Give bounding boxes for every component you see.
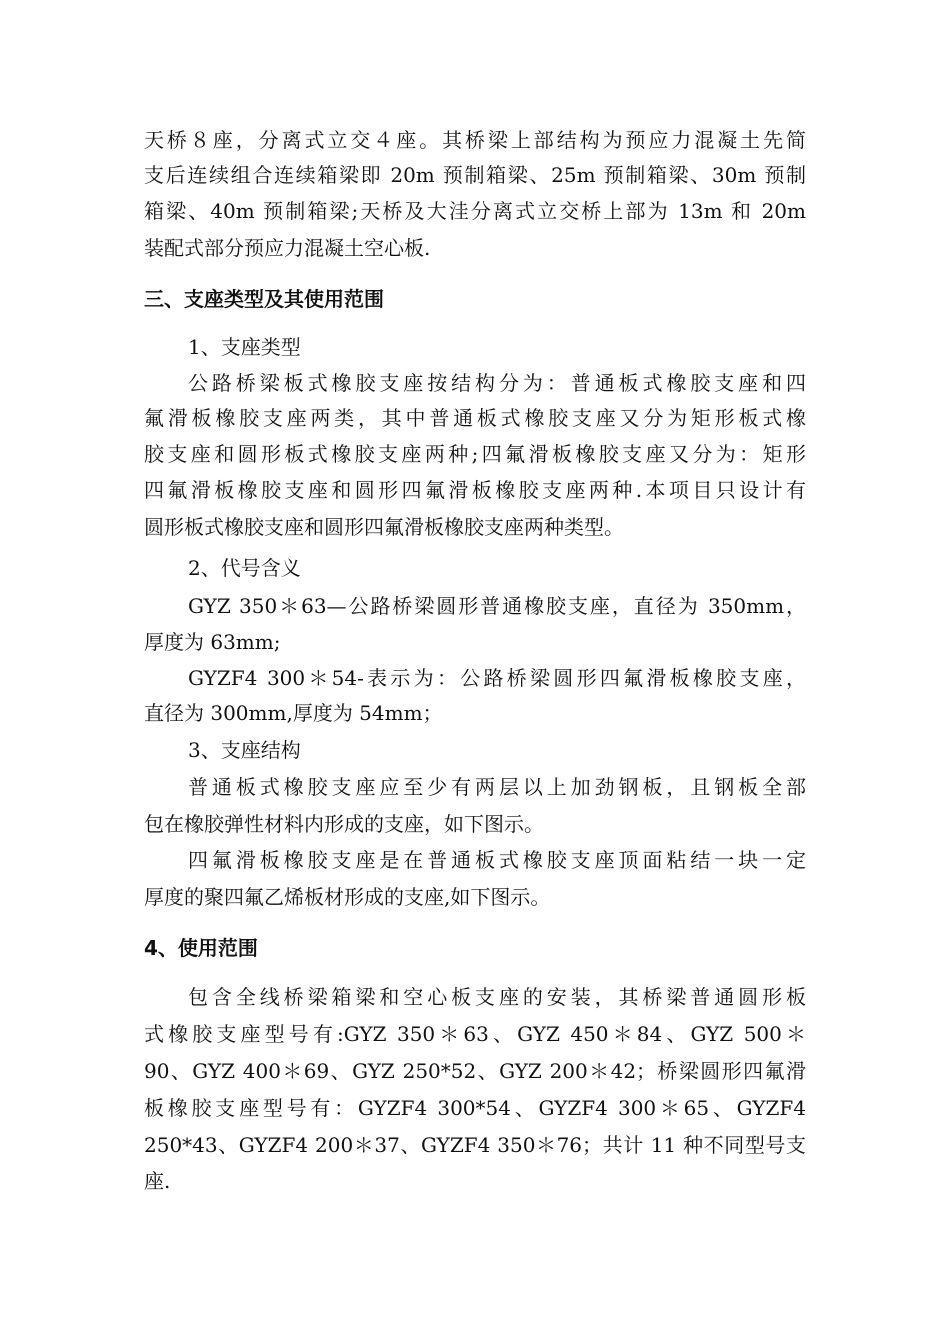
body-line: 式橡胶支座型号有:GYZ 350＊63、GYZ 450＊84、GYZ 500＊ (144, 1022, 806, 1046)
body-line: 圆形板式橡胶支座和圆形四氟滑板橡胶支座两种类型。 (144, 515, 624, 539)
section-heading: 三、支座类型及其使用范围 (144, 287, 384, 311)
body-line: 普通板式橡胶支座应至少有两层以上加劲钢板，且钢板全部 (188, 775, 806, 799)
subsection-heading: 1、支座类型 (188, 335, 301, 359)
subsection-heading: 3、支座结构 (188, 738, 301, 762)
body-line: 四氟滑板橡胶支座和圆形四氟滑板橡胶支座两种.本项目只设计有 (144, 478, 806, 502)
subsection-heading: 2、代号含义 (188, 556, 301, 580)
body-line: 天桥８座，分离式立交４座。其桥梁上部结构为预应力混凝土先简 (144, 128, 806, 152)
body-line: 250*43、GYZF4 200＊37、GYZF4 350＊76；共计 11 种不同型号支 (144, 1133, 806, 1157)
body-line: 装配式部分预应力混凝土空心板. (144, 236, 431, 260)
body-line: GYZF4 300＊54-表示为：公路桥梁圆形四氟滑板橡胶支座， (188, 666, 806, 690)
body-line: 支后连续组合连续箱梁即 20m 预制箱梁、25m 预制箱梁、30m 预制 (144, 163, 806, 187)
body-line: 厚度为 63mm; (144, 630, 281, 654)
body-line: 箱梁、40m 预制箱梁;天桥及大洼分离式立交桥上部为 13m 和 20m (144, 199, 806, 223)
body-line: 厚度的聚四氟乙烯板材形成的支座,如下图示。 (144, 885, 551, 909)
body-line: 四氟滑板橡胶支座是在普通板式橡胶支座顶面粘结一块一定 (188, 848, 806, 872)
body-line: 公路桥梁板式橡胶支座按结构分为：普通板式橡胶支座和四 (188, 371, 806, 395)
body-line: 直径为 300mm,厚度为 54mm； (144, 701, 443, 725)
body-line: 座. (144, 1169, 171, 1193)
body-line: 氟滑板橡胶支座两类，其中普通板式橡胶支座又分为矩形板式橡 (144, 406, 806, 430)
body-line: 胶支座和圆形板式橡胶支座两种;四氟滑板橡胶支座又分为：矩形 (144, 442, 806, 466)
body-line: 包含全线桥梁箱梁和空心板支座的安装，其桥梁普通圆形板 (188, 985, 806, 1009)
body-line: GYZ 350＊63—公路桥梁圆形普通橡胶支座，直径为 350mm， (188, 594, 806, 618)
body-line: 板橡胶支座型号有：GYZF4 300*54、GYZF4 300＊65、GYZF4 (144, 1096, 806, 1120)
body-line: 90、GYZ 400＊69、GYZ 250*52、GYZ 200＊42；桥梁圆形四氟滑 (144, 1059, 806, 1083)
section-heading: 4、使用范围 (144, 936, 258, 960)
body-line: 包在橡胶弹性材料内形成的支座，如下图示。 (144, 812, 544, 836)
